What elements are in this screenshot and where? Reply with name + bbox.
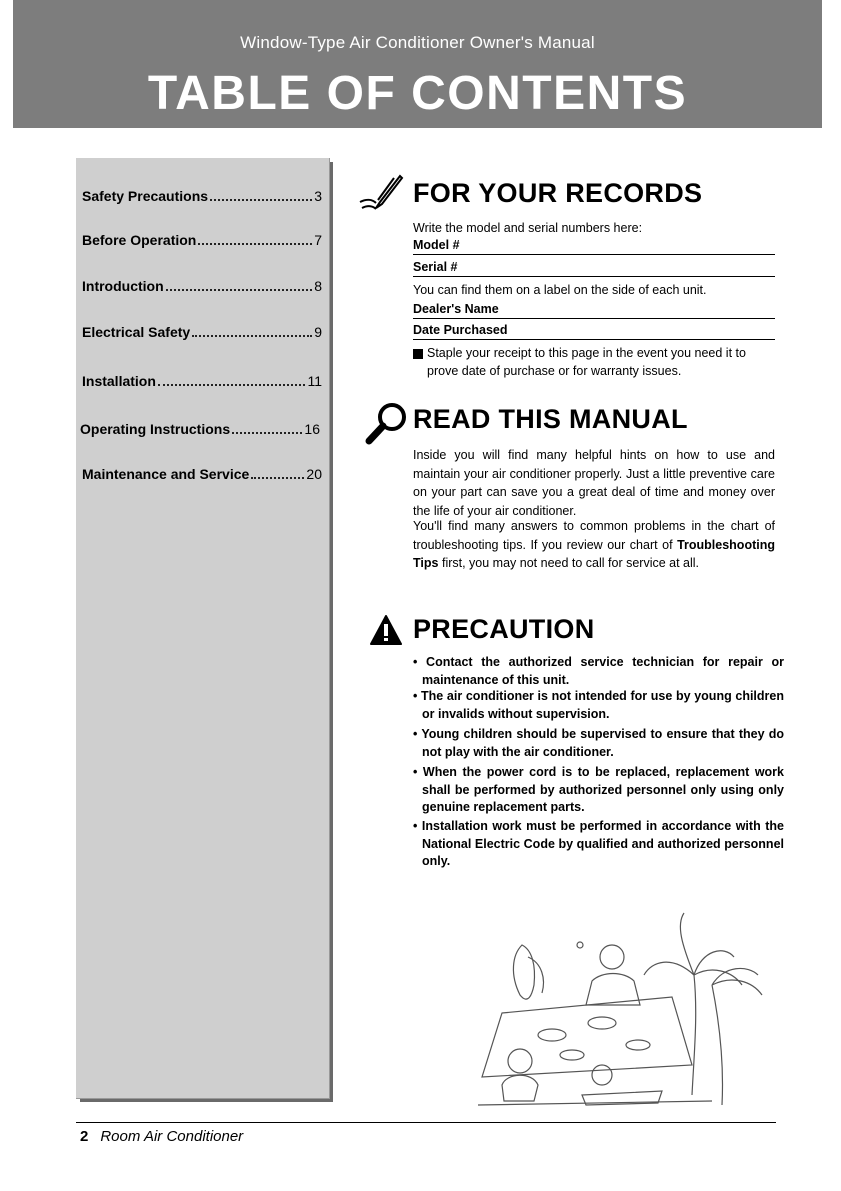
records-heading: FOR YOUR RECORDS xyxy=(413,178,703,208)
toc-page: 8 xyxy=(314,278,322,294)
manual-paragraph-2-start: You'll find many answers to common problems in the chart of troubleshooting tips. If you review our chart of xyxy=(413,519,775,552)
page-title: TABLE OF CONTENTS xyxy=(147,67,688,120)
precaution-item: • Young children should be supervised to ensure that they do not play with the air conditioner. xyxy=(413,727,784,759)
footer-text: Room Air Conditioner xyxy=(100,1128,244,1145)
dealer-field-label: Dealer's Name xyxy=(413,302,775,319)
manual-heading: READ THIS MANUAL xyxy=(413,404,688,434)
staple-note xyxy=(413,345,775,380)
serial-field-label: Serial # xyxy=(413,260,775,277)
model-field-label: Model # xyxy=(413,238,775,255)
toc-label: Installation xyxy=(82,373,156,389)
toc-item-safety[interactable] xyxy=(82,188,322,204)
troubleshooting-tips-text: Troubleshooting Tips xyxy=(413,537,775,570)
pen-icon xyxy=(358,172,408,216)
manual-paragraph-2 xyxy=(413,517,775,573)
family-picnic-illustration xyxy=(462,905,792,1115)
toc-item-installation[interactable] xyxy=(82,373,322,389)
toc-label: Safety Precautions xyxy=(82,188,209,204)
toc-label: Electrical Safety xyxy=(82,324,191,340)
toc-item-introduction[interactable] xyxy=(82,278,322,294)
toc-label: Maintenance and Service xyxy=(82,466,250,482)
precaution-item: • Contact the authorized service technician for repair or maintenance of this unit. xyxy=(413,655,784,687)
toc-label: Before Operation xyxy=(82,232,197,248)
toc-page: 7 xyxy=(314,232,322,248)
precaution-item: • When the power cord is to be replaced, replacement work shall be performed by authorized personnel only using only genuine replacement parts. xyxy=(413,765,784,814)
magnifier-icon xyxy=(364,400,410,446)
page-footer xyxy=(80,1128,243,1145)
warning-icon xyxy=(369,614,403,646)
toc-page: 11 xyxy=(307,373,322,389)
records-intro: Write the model and serial numbers here: xyxy=(413,221,643,235)
manual-paragraph-2-end: first, you may not need to call for service at all. xyxy=(441,556,700,570)
toc-label: Operating Instructions xyxy=(80,421,231,437)
toc-item-electrical-safety[interactable] xyxy=(82,324,322,340)
page-number: 2 xyxy=(80,1128,89,1145)
label-note: You can find them on a label on the side of each unit. xyxy=(413,283,707,297)
manual-subtitle: Window-Type Air Conditioner Owner's Manual xyxy=(240,33,595,52)
precaution-heading: PRECAUTION xyxy=(413,614,595,644)
toc-page: 16 xyxy=(304,421,320,437)
toc-item-operating-instructions[interactable] xyxy=(80,421,320,437)
footer-rule xyxy=(76,1122,776,1123)
toc-page: 9 xyxy=(314,324,322,340)
manual-paragraph-1: Inside you will find many helpful hints on how to use and maintain your air conditioner properly. Just a little preventive care on your part can save you a great deal of time and money over the life of your air conditioner. xyxy=(413,448,775,518)
toc-item-before-operation[interactable] xyxy=(82,232,322,248)
toc-item-maintenance[interactable] xyxy=(82,466,322,482)
page-header xyxy=(13,0,822,128)
square-bullet-icon xyxy=(413,349,423,359)
precaution-item: • Installation work must be performed in accordance with the National Electric Code by qualified and authorized personnel only. xyxy=(413,819,784,868)
toc-page: 20 xyxy=(306,466,322,482)
toc-label: Introduction xyxy=(82,278,164,294)
date-field-label: Date Purchased xyxy=(413,323,775,340)
toc-panel xyxy=(76,158,330,1099)
precaution-item: • The air conditioner is not intended for use by young children or invalids without supervision. xyxy=(413,689,784,721)
toc-page: 3 xyxy=(314,188,322,204)
staple-note-text: Staple your receipt to this page in the event you need it to prove date of purchase or for warranty issues. xyxy=(427,346,746,378)
